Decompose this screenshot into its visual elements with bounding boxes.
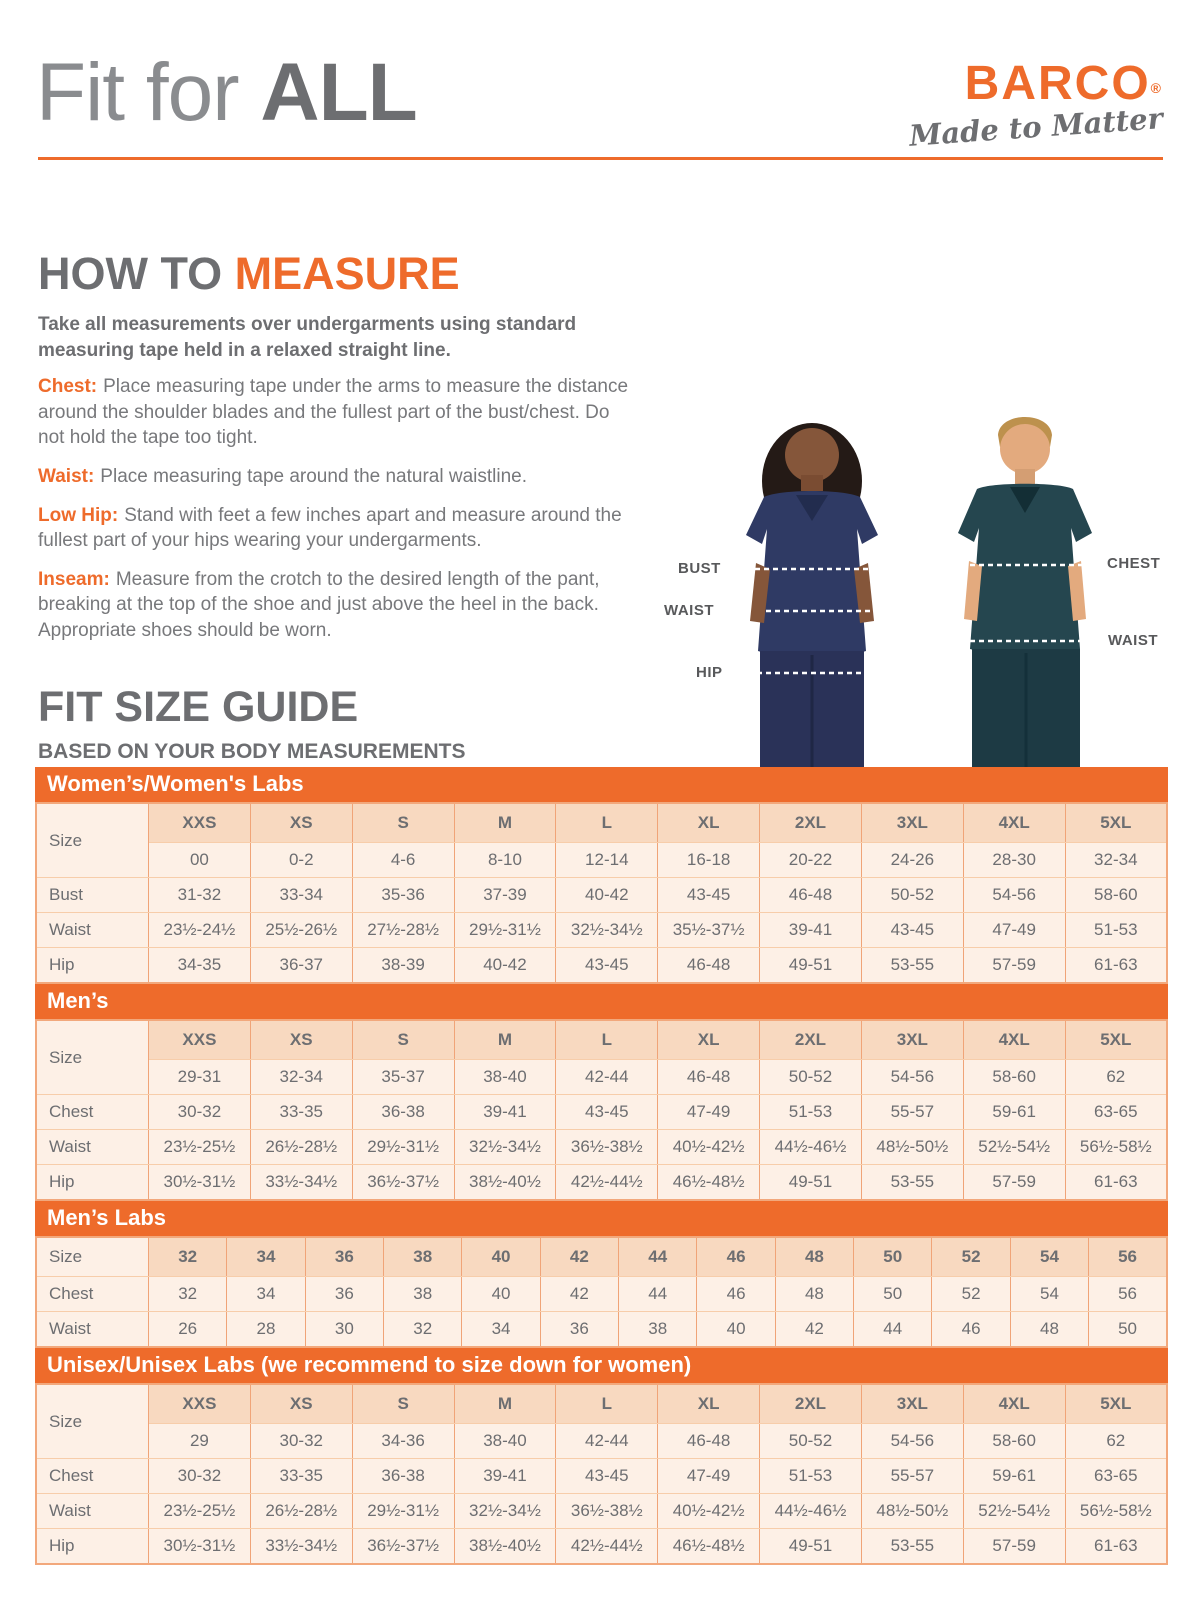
value-cell: 33-35 — [250, 1459, 352, 1494]
value-cell: 32 — [149, 1277, 227, 1312]
size-header-cell: 4XL — [963, 803, 1065, 843]
size-header-cell: 54 — [1010, 1237, 1088, 1277]
value-cell: 49-51 — [760, 1529, 862, 1565]
size-tables — [35, 767, 1168, 1565]
value-cell: 38 — [619, 1312, 697, 1348]
value-cell: 23½-25½ — [149, 1130, 251, 1165]
value-cell: 46½-48½ — [658, 1165, 760, 1201]
measure-item-text: Stand with feet a few inches apart and measure around the fullest part of your hips wearing your undergarments. — [38, 504, 622, 552]
measure-item-label: Low Hip: — [38, 504, 119, 526]
size-label-cell: Size — [36, 1237, 149, 1277]
value-cell: 28 — [227, 1312, 305, 1348]
value-cell: 62 — [1065, 1424, 1167, 1459]
value-cell: 54 — [1010, 1277, 1088, 1312]
value-cell: 46-48 — [658, 948, 760, 984]
value-cell: 36 — [540, 1312, 618, 1348]
size-header-cell: XL — [658, 1020, 760, 1060]
value-cell: 59-61 — [963, 1459, 1065, 1494]
value-cell: 61-63 — [1065, 1529, 1167, 1565]
value-cell: 43-45 — [658, 878, 760, 913]
value-cell: 39-41 — [454, 1095, 556, 1130]
measure-item-inseam — [38, 567, 638, 644]
size-header-cell: 2XL — [760, 1020, 862, 1060]
chest-measure-label: CHEST — [1107, 555, 1161, 572]
value-cell: 36-37 — [250, 948, 352, 984]
value-cell: 42½-44½ — [556, 1529, 658, 1565]
value-cell: 36½-38½ — [556, 1494, 658, 1529]
value-cell: 57-59 — [963, 948, 1065, 984]
size-header-cell: M — [454, 803, 556, 843]
value-cell: 33-35 — [250, 1095, 352, 1130]
value-cell: 42 — [540, 1277, 618, 1312]
page-title — [36, 47, 417, 138]
size-header-cell: L — [556, 1020, 658, 1060]
size-table — [35, 1236, 1168, 1348]
table-mens-labs — [35, 1236, 1168, 1348]
value-cell: 40 — [462, 1277, 540, 1312]
value-cell: 36½-38½ — [556, 1130, 658, 1165]
value-cell: 46 — [932, 1312, 1010, 1348]
value-cell: 46½-48½ — [658, 1529, 760, 1565]
table-band-womens: Women’s/Women's Labs — [35, 767, 1168, 802]
size-header-cell: L — [556, 1384, 658, 1424]
value-cell: 30½-31½ — [149, 1165, 251, 1201]
value-cell: 40½-42½ — [658, 1494, 760, 1529]
size-table — [35, 802, 1168, 984]
table-band-unisex: Unisex/Unisex Labs (we recommend to size down for women) — [35, 1348, 1168, 1383]
size-header-cell: 3XL — [861, 1384, 963, 1424]
size-header-cell: XS — [250, 803, 352, 843]
measure-item-chest — [38, 374, 638, 451]
size-header-cell: XXS — [149, 1020, 251, 1060]
value-cell: 55-57 — [861, 1095, 963, 1130]
value-cell: 63-65 — [1065, 1459, 1167, 1494]
row-label-cell: Chest — [36, 1277, 149, 1312]
value-cell: 26½-28½ — [250, 1130, 352, 1165]
page-title-bold: ALL — [260, 47, 417, 138]
bust-measure-label: BUST — [678, 560, 721, 577]
value-cell: 57-59 — [963, 1165, 1065, 1201]
value-cell: 40½-42½ — [658, 1130, 760, 1165]
size-label-cell: Size — [36, 1020, 149, 1095]
size-header-cell: XXS — [149, 1384, 251, 1424]
value-cell: 36 — [305, 1277, 383, 1312]
size-header-cell: 4XL — [963, 1384, 1065, 1424]
value-cell: 34 — [462, 1312, 540, 1348]
value-cell: 38-40 — [454, 1424, 556, 1459]
value-cell: 32-34 — [250, 1060, 352, 1095]
value-cell: 12-14 — [556, 843, 658, 878]
value-cell: 31-32 — [149, 878, 251, 913]
table-unisex — [35, 1383, 1168, 1565]
brand-name: BARCO — [964, 57, 1151, 110]
value-cell: 32-34 — [1065, 843, 1167, 878]
size-header-cell: S — [352, 1020, 454, 1060]
value-cell: 36-38 — [352, 1459, 454, 1494]
value-cell: 56½-58½ — [1065, 1130, 1167, 1165]
value-cell: 46-48 — [760, 878, 862, 913]
value-cell: 49-51 — [760, 948, 862, 984]
value-cell: 29½-31½ — [352, 1494, 454, 1529]
value-cell: 0-2 — [250, 843, 352, 878]
value-cell: 30½-31½ — [149, 1529, 251, 1565]
size-header-cell: L — [556, 803, 658, 843]
value-cell: 44½-46½ — [760, 1130, 862, 1165]
size-header-cell: 2XL — [760, 803, 862, 843]
size-header-cell: 46 — [697, 1237, 775, 1277]
value-cell: 46-48 — [658, 1424, 760, 1459]
value-cell: 53-55 — [861, 948, 963, 984]
value-cell: 38½-40½ — [454, 1529, 556, 1565]
value-cell: 43-45 — [556, 1095, 658, 1130]
size-header-cell: 48 — [775, 1237, 853, 1277]
value-cell: 48 — [1010, 1312, 1088, 1348]
value-cell: 58-60 — [1065, 878, 1167, 913]
measure-item-low-hip — [38, 503, 638, 554]
row-label-cell: Hip — [36, 948, 149, 984]
brand-tagline: Made to Matter — [908, 101, 1164, 153]
value-cell: 57-59 — [963, 1529, 1065, 1565]
value-cell: 26 — [149, 1312, 227, 1348]
value-cell: 52½-54½ — [963, 1130, 1065, 1165]
value-cell: 36½-37½ — [352, 1529, 454, 1565]
value-cell: 27½-28½ — [352, 913, 454, 948]
value-cell: 32½-34½ — [454, 1130, 556, 1165]
fit-size-guide-heading: FIT SIZE GUIDE — [38, 683, 359, 731]
table-mens — [35, 1019, 1168, 1201]
value-cell: 30-32 — [149, 1459, 251, 1494]
value-cell: 50 — [854, 1277, 932, 1312]
value-cell: 00 — [149, 843, 251, 878]
value-cell: 58-60 — [963, 1060, 1065, 1095]
size-header-cell: 44 — [619, 1237, 697, 1277]
size-header-cell: 52 — [932, 1237, 1010, 1277]
value-cell: 49-51 — [760, 1165, 862, 1201]
value-cell: 63-65 — [1065, 1095, 1167, 1130]
registered-mark-icon: ® — [1150, 80, 1163, 96]
value-cell: 62 — [1065, 1060, 1167, 1095]
measure-item-text: Measure from the crotch to the desired length of the pant, breaking at the top of the shoe and just above the heel in the back. Appropriate shoes should be worn. — [38, 568, 600, 642]
value-cell: 26½-28½ — [250, 1494, 352, 1529]
value-cell: 58-60 — [963, 1424, 1065, 1459]
value-cell: 47-49 — [963, 913, 1065, 948]
value-cell: 29 — [149, 1424, 251, 1459]
table-band-mens: Men’s — [35, 984, 1168, 1019]
waist-measure-label-man: WAIST — [1108, 632, 1158, 649]
value-cell: 46 — [697, 1277, 775, 1312]
value-cell: 40-42 — [556, 878, 658, 913]
value-cell: 44½-46½ — [760, 1494, 862, 1529]
value-cell: 38-40 — [454, 1060, 556, 1095]
size-header-cell: 40 — [462, 1237, 540, 1277]
value-cell: 43-45 — [556, 948, 658, 984]
size-header-cell: S — [352, 803, 454, 843]
value-cell: 42 — [775, 1312, 853, 1348]
size-header-cell: M — [454, 1020, 556, 1060]
row-label-cell: Chest — [36, 1459, 149, 1494]
value-cell: 61-63 — [1065, 948, 1167, 984]
measure-item-label: Inseam: — [38, 568, 110, 590]
value-cell: 51-53 — [1065, 913, 1167, 948]
value-cell: 38 — [384, 1277, 462, 1312]
table-band-mens-labs: Men’s Labs — [35, 1201, 1168, 1236]
value-cell: 20-22 — [760, 843, 862, 878]
value-cell: 47-49 — [658, 1095, 760, 1130]
how-to-measure-heading — [38, 248, 460, 300]
size-table — [35, 1383, 1168, 1565]
size-header-cell: 5XL — [1065, 1384, 1167, 1424]
value-cell: 50-52 — [760, 1060, 862, 1095]
value-cell: 30-32 — [149, 1095, 251, 1130]
size-header-cell: S — [352, 1384, 454, 1424]
row-label-cell: Waist — [36, 1494, 149, 1529]
value-cell: 29-31 — [149, 1060, 251, 1095]
value-cell: 54-56 — [861, 1424, 963, 1459]
page-title-light: Fit for — [36, 47, 261, 138]
measure-intro-text: Take all measurements over undergarments using standard measuring tape held in a relaxed straight line. — [38, 314, 577, 362]
size-header-cell: 38 — [384, 1237, 462, 1277]
value-cell: 29½-31½ — [454, 913, 556, 948]
value-cell: 53-55 — [861, 1529, 963, 1565]
row-label-cell: Waist — [36, 1312, 149, 1348]
size-header-cell: 3XL — [861, 803, 963, 843]
table-womens — [35, 802, 1168, 984]
value-cell: 59-61 — [963, 1095, 1065, 1130]
value-cell: 55-57 — [861, 1459, 963, 1494]
value-cell: 32½-34½ — [556, 913, 658, 948]
value-cell: 38½-40½ — [454, 1165, 556, 1201]
value-cell: 28-30 — [963, 843, 1065, 878]
size-header-cell: 32 — [149, 1237, 227, 1277]
value-cell: 36½-37½ — [352, 1165, 454, 1201]
size-table — [35, 1019, 1168, 1201]
value-cell: 50 — [1089, 1312, 1167, 1348]
value-cell: 43-45 — [556, 1459, 658, 1494]
value-cell: 50-52 — [760, 1424, 862, 1459]
value-cell: 35-37 — [352, 1060, 454, 1095]
value-cell: 40-42 — [454, 948, 556, 984]
value-cell: 48 — [775, 1277, 853, 1312]
value-cell: 25½-26½ — [250, 913, 352, 948]
value-cell: 4-6 — [352, 843, 454, 878]
size-header-cell: 50 — [854, 1237, 932, 1277]
value-cell: 33½-34½ — [250, 1165, 352, 1201]
row-label-cell: Waist — [36, 913, 149, 948]
value-cell: 48½-50½ — [861, 1494, 963, 1529]
value-cell: 35-36 — [352, 878, 454, 913]
size-header-cell: 5XL — [1065, 803, 1167, 843]
size-header-cell: XS — [250, 1020, 352, 1060]
value-cell: 16-18 — [658, 843, 760, 878]
size-header-cell: 3XL — [861, 1020, 963, 1060]
value-cell: 61-63 — [1065, 1165, 1167, 1201]
value-cell: 36-38 — [352, 1095, 454, 1130]
value-cell: 44 — [854, 1312, 932, 1348]
size-header-cell: 42 — [540, 1237, 618, 1277]
value-cell: 52 — [932, 1277, 1010, 1312]
measure-item-label: Waist: — [38, 465, 95, 487]
header-divider — [38, 157, 1163, 160]
fit-size-guide-subheading: BASED ON YOUR BODY MEASUREMENTS — [38, 740, 466, 763]
value-cell: 34 — [227, 1277, 305, 1312]
size-header-cell: 4XL — [963, 1020, 1065, 1060]
size-header-cell: XS — [250, 1384, 352, 1424]
brand-logo-wordmark — [909, 57, 1163, 110]
row-label-cell: Bust — [36, 878, 149, 913]
value-cell: 33½-34½ — [250, 1529, 352, 1565]
value-cell: 24-26 — [861, 843, 963, 878]
heading-orange-part: MEASURE — [234, 248, 460, 299]
value-cell: 51-53 — [760, 1459, 862, 1494]
value-cell: 48½-50½ — [861, 1130, 963, 1165]
size-header-cell: 34 — [227, 1237, 305, 1277]
value-cell: 33-34 — [250, 878, 352, 913]
value-cell: 39-41 — [760, 913, 862, 948]
value-cell: 50-52 — [861, 878, 963, 913]
waist-measure-label-woman: WAIST — [664, 602, 714, 619]
value-cell: 23½-25½ — [149, 1494, 251, 1529]
heading-gray-part: HOW TO — [38, 248, 235, 299]
measure-item-text: Place measuring tape under the arms to measure the distance around the shoulder blades and the fullest part of the bust/chest. Do not hold the tape too tight. — [38, 376, 629, 449]
size-header-cell: 56 — [1089, 1237, 1167, 1277]
measurement-models-figure — [660, 383, 1180, 783]
row-label-cell: Hip — [36, 1165, 149, 1201]
value-cell: 34-35 — [149, 948, 251, 984]
value-cell: 32 — [384, 1312, 462, 1348]
value-cell: 54-56 — [861, 1060, 963, 1095]
row-label-cell: Chest — [36, 1095, 149, 1130]
measure-instructions — [38, 374, 638, 657]
size-header-cell: XL — [658, 803, 760, 843]
value-cell: 29½-31½ — [352, 1130, 454, 1165]
value-cell: 34-36 — [352, 1424, 454, 1459]
value-cell: 51-53 — [760, 1095, 862, 1130]
value-cell: 35½-37½ — [658, 913, 760, 948]
measure-item-label: Chest: — [38, 376, 98, 397]
hip-measure-label: HIP — [696, 664, 723, 681]
value-cell: 37-39 — [454, 878, 556, 913]
value-cell: 39-41 — [454, 1459, 556, 1494]
size-header-cell: XL — [658, 1384, 760, 1424]
size-header-cell: M — [454, 1384, 556, 1424]
value-cell: 56½-58½ — [1065, 1494, 1167, 1529]
row-label-cell: Waist — [36, 1130, 149, 1165]
value-cell: 53-55 — [861, 1165, 963, 1201]
value-cell: 32½-34½ — [454, 1494, 556, 1529]
value-cell: 42-44 — [556, 1060, 658, 1095]
value-cell: 42½-44½ — [556, 1165, 658, 1201]
value-cell: 43-45 — [861, 913, 963, 948]
value-cell: 42-44 — [556, 1424, 658, 1459]
value-cell: 23½-24½ — [149, 913, 251, 948]
value-cell: 56 — [1089, 1277, 1167, 1312]
size-label-cell: Size — [36, 1384, 149, 1459]
value-cell: 54-56 — [963, 878, 1065, 913]
value-cell: 30 — [305, 1312, 383, 1348]
value-cell: 38-39 — [352, 948, 454, 984]
measure-item-text: Place measuring tape around the natural waistline. — [100, 465, 527, 487]
value-cell: 8-10 — [454, 843, 556, 878]
size-header-cell: 2XL — [760, 1384, 862, 1424]
row-label-cell: Hip — [36, 1529, 149, 1565]
brand-logo — [908, 57, 1164, 153]
value-cell: 46-48 — [658, 1060, 760, 1095]
value-cell: 40 — [697, 1312, 775, 1348]
measure-item-waist — [38, 464, 638, 490]
value-cell: 47-49 — [658, 1459, 760, 1494]
size-header-cell: 5XL — [1065, 1020, 1167, 1060]
size-header-cell: XXS — [149, 803, 251, 843]
size-label-cell: Size — [36, 803, 149, 878]
value-cell: 44 — [619, 1277, 697, 1312]
size-header-cell: 36 — [305, 1237, 383, 1277]
value-cell: 30-32 — [250, 1424, 352, 1459]
measurement-figure-illustration — [660, 383, 1180, 783]
value-cell: 52½-54½ — [963, 1494, 1065, 1529]
